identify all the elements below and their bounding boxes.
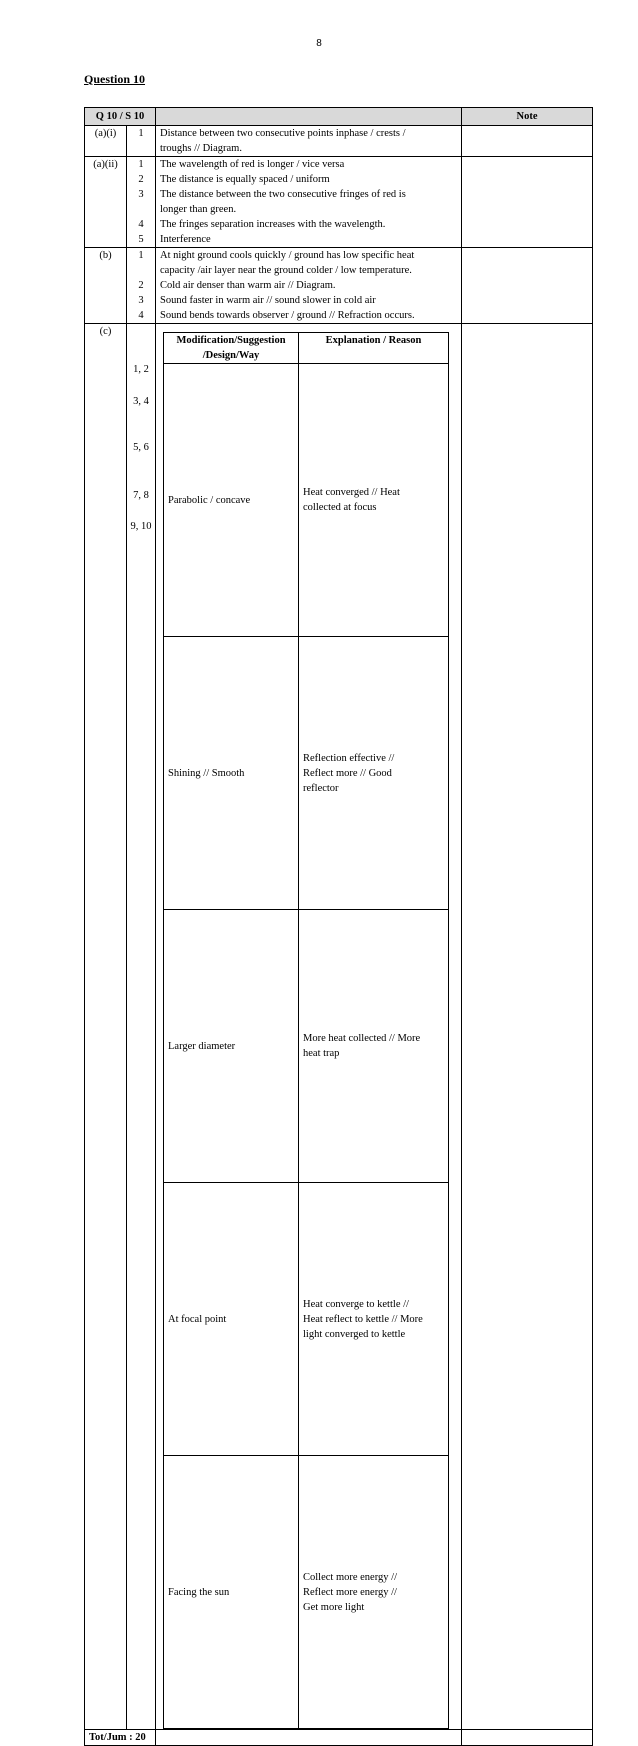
answer-line: The wavelength of red is longer / vice versa	[160, 159, 345, 170]
mark-number: 2	[138, 280, 144, 291]
table-row	[85, 157, 593, 248]
explanation-cell	[299, 910, 449, 1183]
modification-header-line: Modification/Suggestion	[176, 335, 286, 346]
part-label: (a)(i)	[85, 126, 127, 157]
answer-cell	[156, 248, 462, 324]
mark-number: 4	[138, 219, 144, 230]
header-note-cell: Note	[462, 108, 593, 126]
answer-line: Sound faster in warm air // sound slower in cold air	[160, 295, 376, 306]
mark-number: 3	[138, 189, 144, 200]
answer-cell	[156, 324, 462, 1730]
explanation-line: collected at focus	[303, 502, 377, 513]
mark-numbers	[127, 324, 156, 1730]
modification-row	[164, 637, 449, 910]
answer-line: The distance is equally spaced / uniform	[160, 174, 330, 185]
mark-number: 5	[138, 234, 144, 245]
answer-line: The fringes separation increases with the wavelength.	[160, 219, 386, 230]
mark-number: 3	[138, 295, 144, 306]
mark-number-spacer	[127, 263, 155, 278]
mark-number: 4	[138, 310, 144, 321]
modification-header-line: /Design/Way	[202, 350, 260, 361]
answer-line: capacity /air layer near the ground colder / low temperature.	[160, 265, 412, 276]
modification-cell: Parabolic / concave	[164, 364, 299, 637]
modification-cell: At focal point	[164, 1183, 299, 1456]
total-row	[85, 1730, 593, 1746]
explanation-cell	[299, 637, 449, 910]
part-label: (a)(ii)	[85, 157, 127, 248]
answer-line: troughs // Diagram.	[160, 143, 242, 154]
explanation-line: heat trap	[303, 1048, 340, 1059]
modification-row	[164, 364, 449, 637]
mark-number: 2	[138, 174, 144, 185]
answer-line: longer than green.	[160, 204, 237, 215]
modification-table-header	[164, 333, 449, 364]
explanation-cell	[299, 1183, 449, 1456]
explanation-line: Collect more energy //	[303, 1571, 397, 1583]
mark-number: 1, 2	[133, 364, 149, 375]
mark-number-spacer	[127, 202, 155, 217]
explanation-line: Reflect more // Good	[303, 767, 392, 779]
total-label: Tot/Jum : 20	[85, 1730, 156, 1746]
explanation-header: Explanation / Reason	[299, 333, 449, 364]
explanation-line: Heat converge to kettle //	[303, 1298, 409, 1310]
modification-row	[164, 910, 449, 1183]
mark-number: 9, 10	[130, 521, 152, 532]
explanation-line: light converged to kettle	[303, 1328, 406, 1340]
modification-table	[163, 332, 449, 1729]
table-header-row	[85, 108, 593, 126]
part-label: (c)	[85, 324, 127, 1730]
explanation-cell	[299, 364, 449, 637]
table-row	[85, 126, 593, 157]
note-cell	[462, 324, 593, 1730]
modification-row	[164, 1456, 449, 1729]
modification-cell: Facing the sun	[164, 1456, 299, 1729]
mark-numbers	[127, 126, 156, 157]
answer-line: At night ground cools quickly / ground has low specific heat	[160, 250, 415, 261]
total-note-cell	[462, 1730, 593, 1746]
answer-line: Interference	[160, 234, 211, 245]
answer-line: Distance between two consecutive points inphase / crests /	[160, 128, 406, 139]
explanation-line: Heat reflect to kettle // More	[303, 1313, 423, 1325]
note-cell	[462, 157, 593, 248]
total-answer-cell	[156, 1730, 462, 1746]
marking-scheme-table	[84, 107, 593, 1746]
part-label: (b)	[85, 248, 127, 324]
mark-number: 3, 4	[133, 396, 149, 407]
modification-cell: Shining // Smooth	[164, 637, 299, 910]
modification-cell: Larger diameter	[164, 910, 299, 1183]
header-question-cell: Q 10 / S 10	[85, 108, 156, 126]
explanation-cell	[299, 1456, 449, 1729]
mark-numbers	[127, 157, 156, 248]
modification-header	[164, 333, 299, 364]
explanation-line: More heat collected // More	[303, 1033, 421, 1044]
page-number: 8	[316, 38, 322, 49]
mark-number: 7, 8	[133, 490, 149, 501]
table-row	[85, 324, 593, 1730]
question-title: Question 10	[84, 72, 146, 86]
header-answer-cell	[156, 108, 462, 126]
explanation-line: Reflect more energy //	[303, 1586, 397, 1598]
explanation-line: Heat converged // Heat	[303, 487, 400, 498]
answer-cell	[156, 126, 462, 157]
mark-number: 1	[138, 159, 144, 170]
explanation-line: reflector	[303, 782, 339, 794]
note-cell	[462, 248, 593, 324]
modification-row	[164, 1183, 449, 1456]
note-cell	[462, 126, 593, 157]
answer-line: Sound bends towards observer / ground // Refraction occurs.	[160, 310, 415, 321]
answer-line: The distance between the two consecutive fringes of red is	[160, 189, 406, 200]
table-row	[85, 248, 593, 324]
explanation-line: Reflection effective //	[303, 752, 395, 764]
mark-number: 1	[138, 250, 144, 261]
answer-line: Cold air denser than warm air // Diagram.	[160, 280, 336, 291]
explanation-line: Get more light	[303, 1601, 365, 1613]
mark-numbers	[127, 248, 156, 324]
mark-number: 5, 6	[133, 442, 149, 453]
mark-number: 1	[138, 128, 144, 139]
answer-cell	[156, 157, 462, 248]
